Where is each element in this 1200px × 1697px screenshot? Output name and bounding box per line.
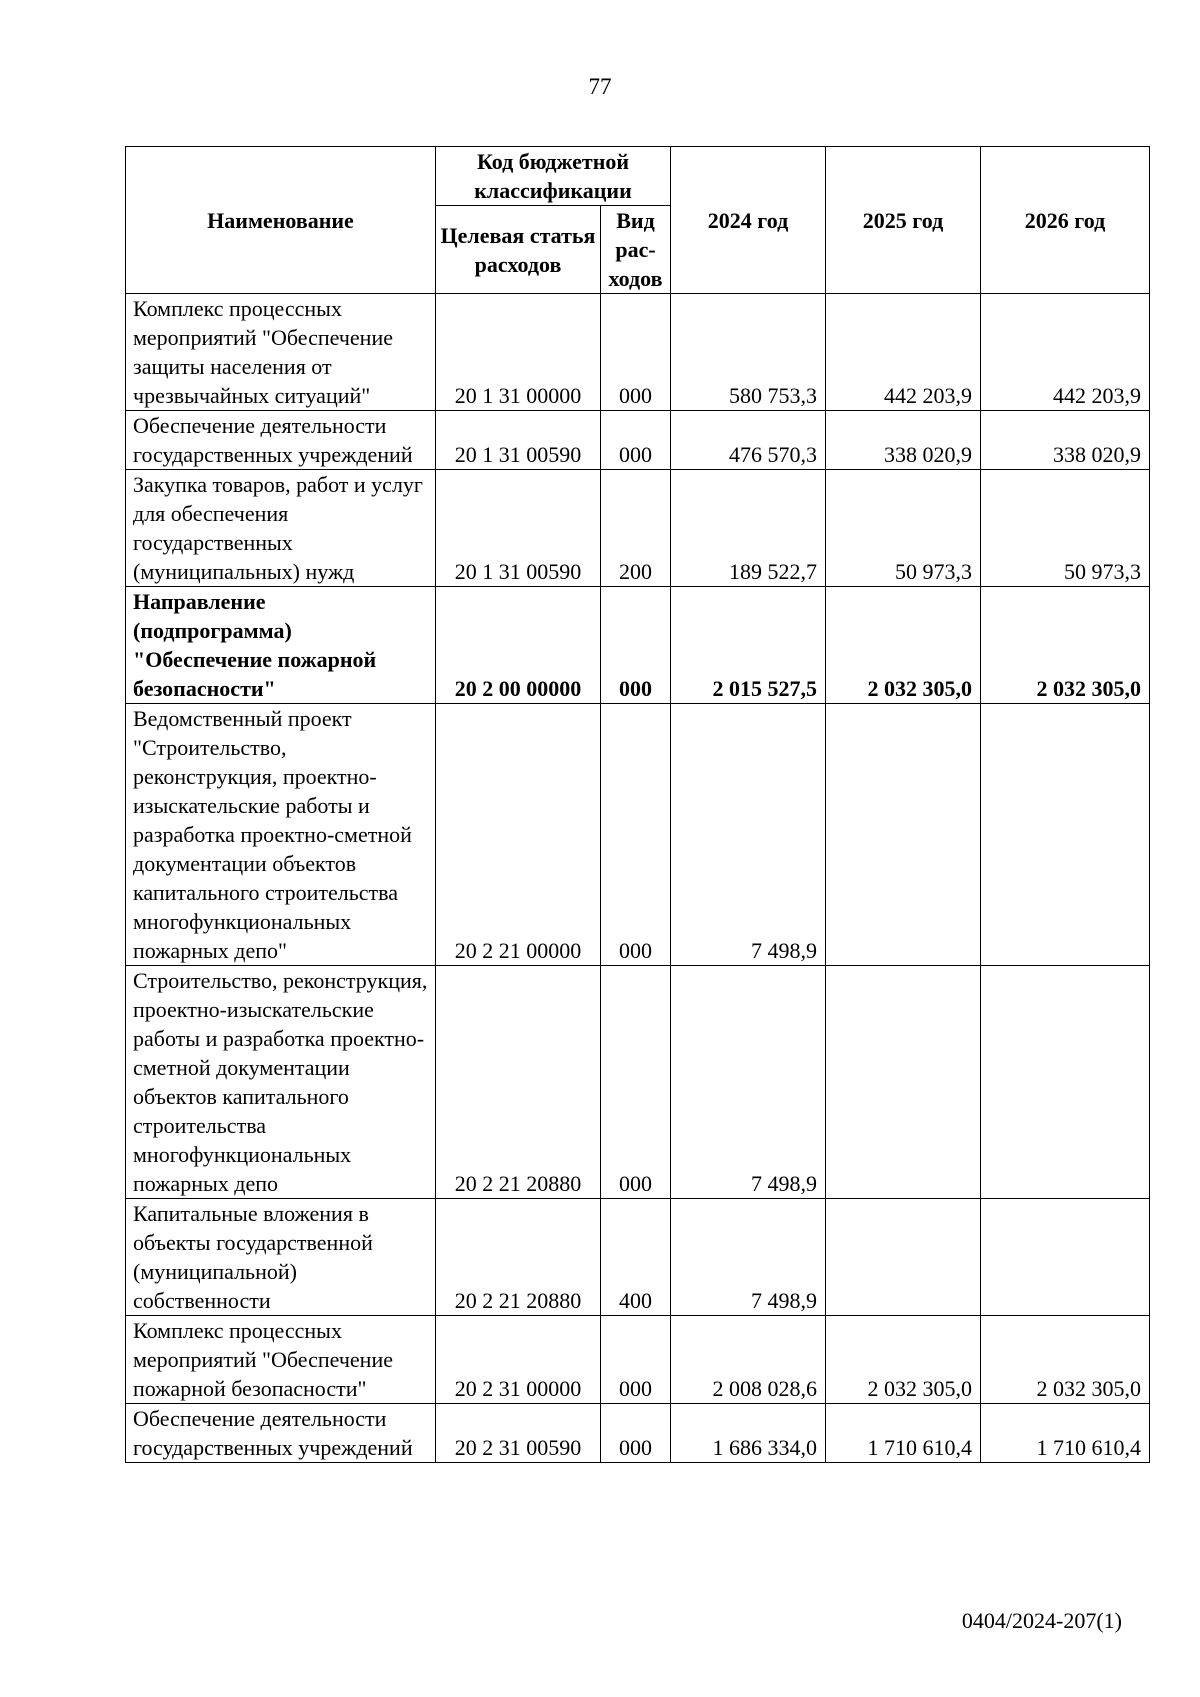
cell-expense-type: 200 — [601, 470, 671, 587]
cell-2025: 50 973,3 — [826, 470, 981, 587]
header-name: Наименование — [126, 147, 436, 294]
cell-2026: 50 973,3 — [981, 470, 1150, 587]
cell-2025: 442 203,9 — [826, 294, 981, 411]
table-row — [126, 294, 1150, 411]
header-expense-type: Вид рас-ходов — [601, 206, 671, 294]
cell-name: Капитальные вложения в объекты государственной (муниципальной) собственности — [126, 1199, 436, 1316]
cell-name: Ведомственный проект "Строительство, реконструкция, проектно-изыскательские работы и разработка проектно-сметной документации объектов капитального строительства многофункциональных пожарных депо" — [126, 704, 436, 966]
cell-2024: 7 498,9 — [671, 704, 826, 966]
table-row — [126, 1199, 1150, 1316]
cell-name: Закупка товаров, работ и услуг для обеспечения государственных (муниципальных) нужд — [126, 470, 436, 587]
table-row — [126, 470, 1150, 587]
cell-name: Направление (подпрограмма) "Обеспечение пожарной безопасности" — [126, 587, 436, 704]
cell-2025 — [826, 704, 981, 966]
table-row — [126, 1316, 1150, 1404]
cell-name: Строительство, реконструкция, проектно-изыскательские работы и разработка проектно-сметной документации объектов капитального строительства многофункциональных пожарных депо — [126, 966, 436, 1199]
cell-expense-type: 000 — [601, 294, 671, 411]
cell-2024: 2 008 028,6 — [671, 1316, 826, 1404]
header-2026: 2026 год — [981, 147, 1150, 294]
cell-2025: 1 710 610,4 — [826, 1404, 981, 1463]
header-code-group: Код бюджетной классификации — [436, 147, 671, 206]
cell-expense-type: 000 — [601, 411, 671, 470]
cell-2024: 7 498,9 — [671, 1199, 826, 1316]
cell-expense-type: 000 — [601, 587, 671, 704]
cell-2025: 2 032 305,0 — [826, 1316, 981, 1404]
cell-2025 — [826, 1199, 981, 1316]
table-row — [126, 411, 1150, 470]
cell-2026: 1 710 610,4 — [981, 1404, 1150, 1463]
cell-expense-type: 000 — [601, 1316, 671, 1404]
table-body — [126, 294, 1150, 1463]
cell-2024: 2 015 527,5 — [671, 587, 826, 704]
cell-2026 — [981, 1199, 1150, 1316]
cell-2024: 580 753,3 — [671, 294, 826, 411]
cell-target-article: 20 2 31 00590 — [436, 1404, 601, 1463]
cell-expense-type: 000 — [601, 966, 671, 1199]
cell-target-article: 20 2 21 20880 — [436, 1199, 601, 1316]
cell-expense-type: 400 — [601, 1199, 671, 1316]
table-row — [126, 704, 1150, 966]
cell-target-article: 20 2 21 00000 — [436, 704, 601, 966]
cell-target-article: 20 2 31 00000 — [436, 1316, 601, 1404]
table-header — [126, 147, 1150, 294]
budget-table — [125, 146, 1150, 1463]
document-number: 0404/2024-207(1) — [961, 1608, 1122, 1633]
cell-2024: 476 570,3 — [671, 411, 826, 470]
cell-2026: 338 020,9 — [981, 411, 1150, 470]
cell-name: Комплекс процессных мероприятий "Обеспечение защиты населения от чрезвычайных ситуаций" — [126, 294, 436, 411]
cell-2024: 1 686 334,0 — [671, 1404, 826, 1463]
cell-2026 — [981, 704, 1150, 966]
cell-target-article: 20 2 00 00000 — [436, 587, 601, 704]
cell-2025: 2 032 305,0 — [826, 587, 981, 704]
cell-target-article: 20 1 31 00000 — [436, 294, 601, 411]
header-2025: 2025 год — [826, 147, 981, 294]
cell-expense-type: 000 — [601, 1404, 671, 1463]
page-number: 77 — [588, 74, 612, 99]
header-2024: 2024 год — [671, 147, 826, 294]
cell-name: Обеспечение деятельности государственных учреждений — [126, 411, 436, 470]
table-row — [126, 587, 1150, 704]
table-row — [126, 966, 1150, 1199]
cell-2026: 2 032 305,0 — [981, 1316, 1150, 1404]
cell-name: Обеспечение деятельности государственных учреждений — [126, 1404, 436, 1463]
cell-2026: 2 032 305,0 — [981, 587, 1150, 704]
cell-2026 — [981, 966, 1150, 1199]
cell-2024: 189 522,7 — [671, 470, 826, 587]
cell-2026: 442 203,9 — [981, 294, 1150, 411]
cell-2025 — [826, 966, 981, 1199]
cell-target-article: 20 1 31 00590 — [436, 470, 601, 587]
header-target-article: Целевая статья расходов — [436, 206, 601, 294]
cell-expense-type: 000 — [601, 704, 671, 966]
cell-name: Комплекс процессных мероприятий "Обеспечение пожарной безопасности" — [126, 1316, 436, 1404]
cell-2024: 7 498,9 — [671, 966, 826, 1199]
cell-2025: 338 020,9 — [826, 411, 981, 470]
table-row — [126, 1404, 1150, 1463]
cell-target-article: 20 2 21 20880 — [436, 966, 601, 1199]
cell-target-article: 20 1 31 00590 — [436, 411, 601, 470]
